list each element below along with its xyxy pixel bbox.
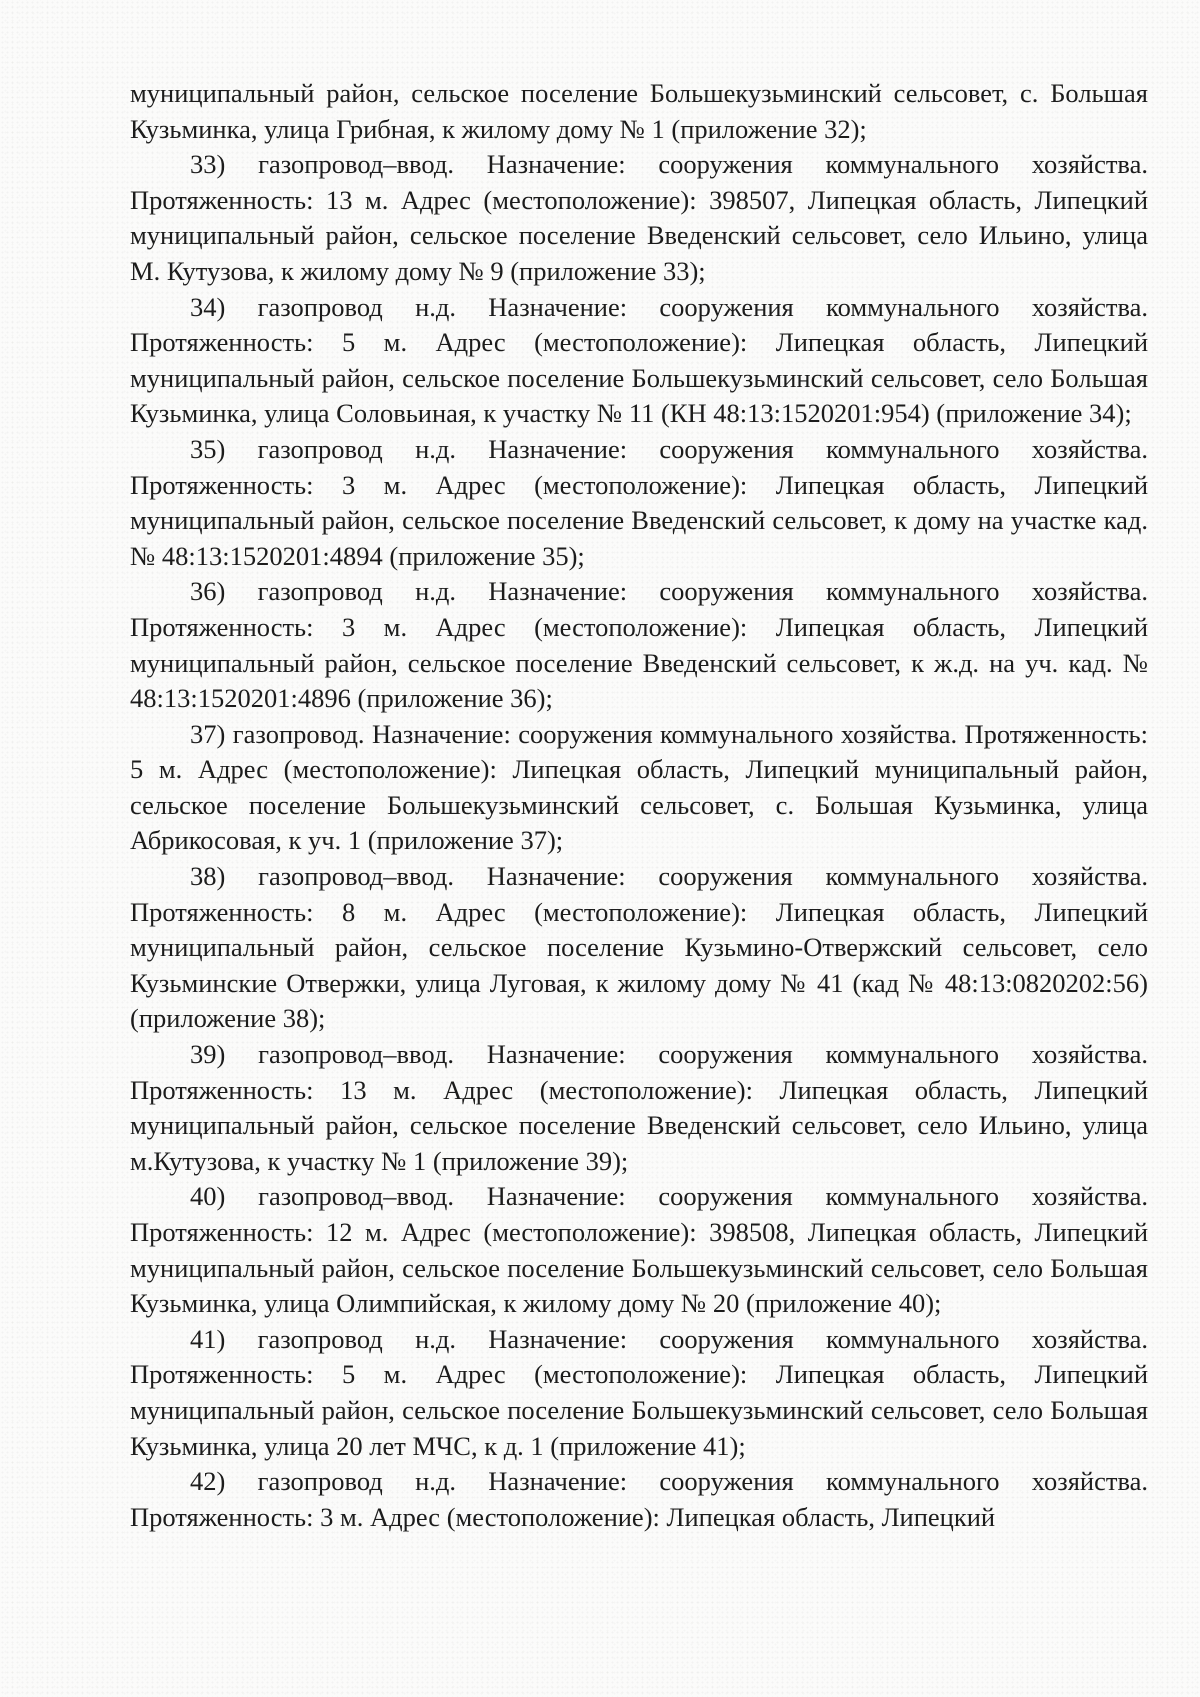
list-item-38: 38) газопровод–ввод. Назначение: сооружения коммунального хозяйства. Протяженность: 8 м. Адрес (местоположение): Липецкая область, Липецкий муниципальный район, сельское поселение Кузьмино-Отвержский сельсовет, село Кузьминские Отвержки, улица Луговая, к жилому дому № 41 (кад № 48:13:0820202:56) (приложение 38);: [130, 861, 1148, 1034]
list-item-35: 35) газопровод н.д. Назначение: сооружения коммунального хозяйства. Протяженность: 3 м. Адрес (местоположение): Липецкая область, Липецкий муниципальный район, сельское поселение Введенский сельсовет, к дому на участке кад. № 48:13:1520201:4894 (приложение 35);: [130, 433, 1148, 571]
list-item-34: 34) газопровод н.д. Назначение: сооружения коммунального хозяйства. Протяженность: 5 м. Адрес (местоположение): Липецкая область, Липецкий муниципальный район, сельское поселение Большекузьминский сельсовет, село Большая Кузьминка, улица Соловьиная, к участку № 11 (КН 48:13:1520201:954) (приложение 34);: [130, 291, 1148, 429]
list-item-36: 36) газопровод н.д. Назначение: сооружения коммунального хозяйства. Протяженность: 3 м. Адрес (местоположение): Липецкая область, Липецкий муниципальный район, сельское поселение Введенский сельсовет, к ж.д. на уч. кад. № 48:13:1520201:4896 (приложение 36);: [130, 576, 1148, 714]
list-item-41: 41) газопровод н.д. Назначение: сооружения коммунального хозяйства. Протяженность: 5 м. Адрес (местоположение): Липецкая область, Липецкий муниципальный район, сельское поселение Большекузьминский сельсовет, село Большая Кузьминка, улица 20 лет МЧС, к д. 1 (приложение 41);: [130, 1323, 1148, 1461]
document-body: [130, 76, 1148, 1535]
paragraph-continuation-32: муниципальный район, сельское поселение Большекузьминский сельсовет, с. Большая Кузьминка, улица Грибная, к жилому дому № 1 (приложение 32);: [130, 78, 1148, 144]
list-item-37: 37) газопровод. Назначение: сооружения коммунального хозяйства. Протяженность: 5 м. Адрес (местоположение): Липецкая область, Липецкий муниципальный район, сельское поселение Большекузьминский сельсовет, с. Большая Кузьминка, улица Абрикосовая, к уч. 1 (приложение 37);: [130, 718, 1148, 856]
list-item-39: 39) газопровод–ввод. Назначение: сооружения коммунального хозяйства. Протяженность: 13 м. Адрес (местоположение): Липецкая область, Липецкий муниципальный район, сельское поселение Введенский сельсовет, село Ильино, улица м.Кутузова, к участку № 1 (приложение 39);: [130, 1039, 1148, 1176]
list-item-33: 33) газопровод–ввод. Назначение: сооружения коммунального хозяйства. Протяженность: 13 м. Адрес (местоположение): 398507, Липецкая область, Липецкий муниципальный район, сельское поселение Введенский сельсовет, село Ильино, улица М. Кутузова, к жилому дому № 9 (приложение 33);: [130, 149, 1148, 286]
list-item-40: 40) газопровод–ввод. Назначение: сооружения коммунального хозяйства. Протяженность: 12 м. Адрес (местоположение): 398508, Липецкая область, Липецкий муниципальный район, сельское поселение Большекузьминский сельсовет, село Большая Кузьминка, улица Олимпийская, к жилому дому № 20 (приложение 40);: [130, 1181, 1148, 1319]
list-item-42: 42) газопровод н.д. Назначение: сооружения коммунального хозяйства. Протяженность: 3 м. Адрес (местоположение): Липецкая область, Липецкий: [130, 1466, 1148, 1532]
